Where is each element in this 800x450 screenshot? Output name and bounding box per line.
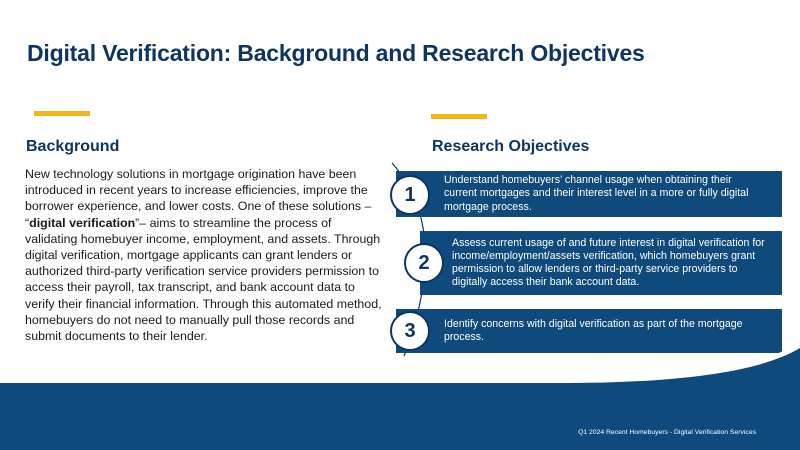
objective-text-1: Understand homebuyers’ channel usage when obtaining their current mortgages and their interest level in a more or fully digital mortgage process. [444,174,749,213]
footer-wave [0,340,800,400]
background-bold-term: digital verification [29,215,136,230]
objective-box-2 [420,231,782,295]
objective-box-1 [396,171,782,217]
background-heading: Background [26,138,120,155]
footer-caption: Q1 2024 Recent Homebuyers - Digital Verification Services [578,429,756,436]
objective-text-2: Assess current usage of and future interest in digital verification for income/employment/assets verification, which homebuyers grant permission to allow lenders or third-party service providers to digitally access their bank account data. [452,236,765,289]
background-paragraph [25,166,387,344]
background-text-after: ”– aims to streamline the process of validating homebuyer income, employment, and assets. Through digital verification, mortgage applicants can grant lenders or authorized third-party verification service providers permission to access their payroll, tax transcript, and bank account data to verify their financial information. Through this automated method, homebuyers do not need to manually pull those records and submit documents to their lender. [25,215,382,344]
accent-bar-right [431,114,487,119]
objective-number-1: 1 [390,175,430,215]
accent-bar-left [34,111,90,116]
research-objectives-heading: Research Objectives [432,138,590,155]
objective-number-2: 2 [404,243,444,283]
objective-number-3: 3 [390,311,430,351]
slide-title: Digital Verification: Background and Research Objectives [27,40,645,66]
background-text-before: New technology solutions in mortgage origination have been introduced in recent years to increase efficiencies, improve the borrower experience, and lower costs. One of these solutions – “ [25,167,372,230]
objective-text-3: Identify concerns with digital verification as part of the mortgage process. [444,317,743,343]
